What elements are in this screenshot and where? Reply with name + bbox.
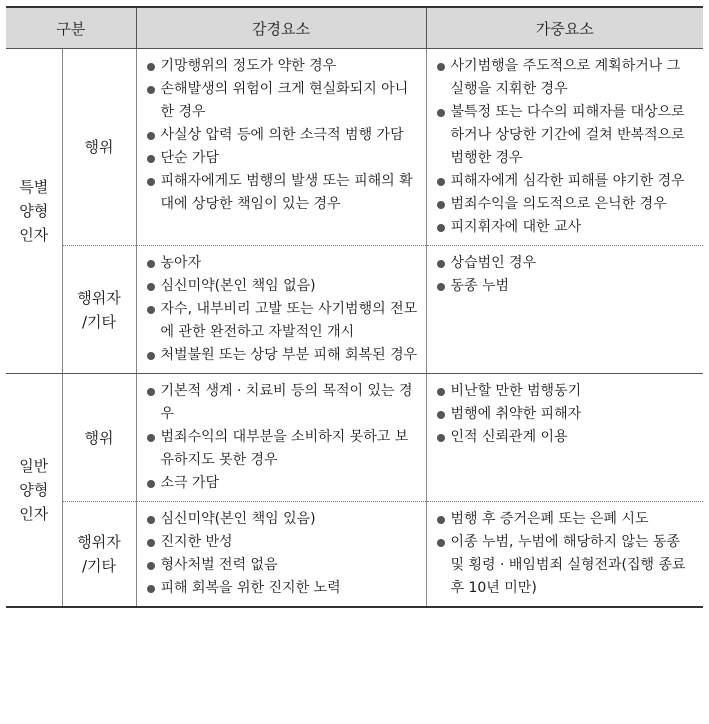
bullet-icon bbox=[147, 155, 155, 163]
mitigating-cell bbox=[136, 49, 426, 246]
list-item: 기본적 생계 · 치료비 등의 목적이 있는 경우 bbox=[145, 380, 418, 426]
subcategory-label bbox=[62, 374, 136, 502]
bullet-icon bbox=[437, 283, 445, 291]
bullet-icon bbox=[437, 63, 445, 71]
bullet-icon bbox=[437, 178, 445, 186]
table-row bbox=[6, 374, 703, 502]
mitigating-cell bbox=[136, 374, 426, 502]
group-label-line: 인자 bbox=[19, 505, 49, 523]
bullet-icon bbox=[437, 388, 445, 396]
mitigating-list bbox=[145, 380, 418, 495]
subcategory-line: 행위 bbox=[84, 138, 114, 156]
list-item: 단순 가담 bbox=[145, 147, 418, 170]
bullet-icon bbox=[147, 562, 155, 570]
list-item: 소극 가담 bbox=[145, 472, 418, 495]
aggravating-cell bbox=[426, 49, 703, 246]
subcategory-line: /기타 bbox=[81, 312, 117, 331]
header-mitigating: 감경요소 bbox=[136, 7, 426, 49]
mitigating-list bbox=[145, 55, 418, 216]
mitigating-list bbox=[145, 508, 418, 600]
list-item: 처벌불원 또는 상당 부분 피해 회복된 경우 bbox=[145, 344, 418, 367]
list-item: 손해발생의 위험이 크게 현실화되지 아니한 경우 bbox=[145, 78, 418, 124]
bullet-icon bbox=[147, 434, 155, 442]
bullet-icon bbox=[437, 260, 445, 268]
group-label-line: 양형 bbox=[19, 481, 49, 499]
sentencing-factors-table-wrapper bbox=[6, 6, 703, 608]
list-item: 이종 누범, 누범에 해당하지 않는 동종 및 횡령 · 배임범죄 실형전과(집행 종료 후 10년 미만) bbox=[435, 531, 696, 600]
list-item: 비난할 만한 범행동기 bbox=[435, 380, 696, 403]
list-item: 피지휘자에 대한 교사 bbox=[435, 216, 696, 239]
bullet-icon bbox=[437, 516, 445, 524]
group-label-line: 특별 bbox=[19, 178, 49, 196]
bullet-icon bbox=[437, 201, 445, 209]
list-item: 범행 후 증거은폐 또는 은폐 시도 bbox=[435, 508, 696, 531]
bullet-icon bbox=[147, 63, 155, 71]
header-category: 구분 bbox=[6, 7, 136, 49]
aggravating-cell bbox=[426, 246, 703, 374]
group-label-general bbox=[6, 374, 62, 608]
aggravating-list bbox=[435, 55, 696, 239]
bullet-icon bbox=[147, 388, 155, 396]
bullet-icon bbox=[437, 224, 445, 232]
aggravating-cell bbox=[426, 502, 703, 608]
header-aggravating: 가중요소 bbox=[426, 7, 703, 49]
subcategory-label bbox=[62, 502, 136, 608]
bullet-icon bbox=[437, 109, 445, 117]
bullet-icon bbox=[147, 306, 155, 314]
list-item: 심신미약(본인 책임 있음) bbox=[145, 508, 418, 531]
list-item: 범죄수익을 의도적으로 은닉한 경우 bbox=[435, 193, 696, 216]
bullet-icon bbox=[437, 434, 445, 442]
list-item: 형사처벌 전력 없음 bbox=[145, 554, 418, 577]
group-label-line: 양형 bbox=[19, 202, 49, 220]
list-item: 자수, 내부비리 고발 또는 사기범행의 전모에 관한 완전하고 자발적인 개시 bbox=[145, 298, 418, 344]
subcategory-line: /기타 bbox=[81, 557, 117, 575]
aggravating-list bbox=[435, 508, 696, 600]
bullet-icon bbox=[147, 516, 155, 524]
aggravating-cell bbox=[426, 374, 703, 502]
subcategory-line: 행위자 bbox=[77, 533, 121, 551]
list-item: 인적 신뢰관계 이용 bbox=[435, 426, 696, 449]
bullet-icon bbox=[437, 539, 445, 547]
subcategory-label bbox=[62, 49, 136, 246]
subcategory-line: 행위 bbox=[84, 428, 114, 447]
list-item: 동종 누범 bbox=[435, 275, 696, 298]
group-label-line: 인자 bbox=[19, 226, 49, 244]
list-item: 피해자에게 심각한 피해를 야기한 경우 bbox=[435, 170, 696, 193]
list-item: 사기범행을 주도적으로 계획하거나 그 실행을 지휘한 경우 bbox=[435, 55, 696, 101]
table-row bbox=[6, 502, 703, 608]
aggravating-list bbox=[435, 252, 696, 298]
bullet-icon bbox=[147, 539, 155, 547]
sentencing-factors-table bbox=[6, 6, 703, 608]
aggravating-list bbox=[435, 380, 696, 449]
list-item: 범죄수익의 대부분을 소비하지 못하고 보유하지도 못한 경우 bbox=[145, 426, 418, 472]
group-label-line: 일반 bbox=[19, 457, 49, 475]
bullet-icon bbox=[147, 132, 155, 140]
list-item: 상습범인 경우 bbox=[435, 252, 696, 275]
list-item: 피해자에게도 범행의 발생 또는 피해의 확대에 상당한 책임이 있는 경우 bbox=[145, 170, 418, 216]
mitigating-cell bbox=[136, 502, 426, 608]
bullet-icon bbox=[147, 86, 155, 94]
list-item: 진지한 반성 bbox=[145, 531, 418, 554]
subcategory-label bbox=[62, 246, 136, 374]
list-item: 범행에 취약한 피해자 bbox=[435, 403, 696, 426]
bullet-icon bbox=[147, 585, 155, 593]
list-item: 사실상 압력 등에 의한 소극적 범행 가담 bbox=[145, 124, 418, 147]
subcategory-line: 행위자 bbox=[77, 288, 121, 307]
bullet-icon bbox=[437, 411, 445, 419]
mitigating-list bbox=[145, 252, 418, 367]
bullet-icon bbox=[147, 352, 155, 360]
list-item: 불특정 또는 다수의 피해자를 대상으로 하거나 상당한 기간에 걸쳐 반복적으로 범행한 경우 bbox=[435, 101, 696, 170]
list-item: 농아자 bbox=[145, 252, 418, 275]
table-row bbox=[6, 246, 703, 374]
header-row bbox=[6, 7, 703, 49]
list-item: 피해 회복을 위한 진지한 노력 bbox=[145, 577, 418, 600]
bullet-icon bbox=[147, 480, 155, 488]
list-item: 심신미약(본인 책임 없음) bbox=[145, 275, 418, 298]
list-item: 기망행위의 정도가 약한 경우 bbox=[145, 55, 418, 78]
bullet-icon bbox=[147, 260, 155, 268]
mitigating-cell bbox=[136, 246, 426, 374]
bullet-icon bbox=[147, 178, 155, 186]
table-row bbox=[6, 49, 703, 246]
group-label-special bbox=[6, 49, 62, 374]
bullet-icon bbox=[147, 283, 155, 291]
